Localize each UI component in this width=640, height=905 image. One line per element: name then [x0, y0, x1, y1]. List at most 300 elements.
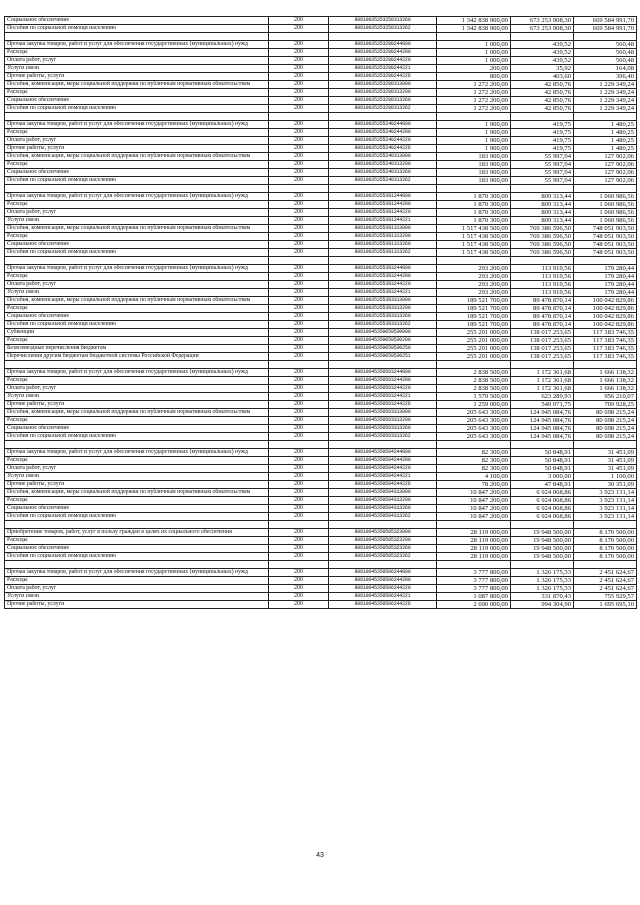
row-executed-amount: 6 924 068,86 — [511, 497, 574, 505]
row-unexecuted-amount: 117 183 746,35 — [574, 337, 637, 345]
row-name: Оплата работ, услуг — [5, 385, 269, 393]
row-line-code: 200 — [269, 497, 329, 505]
row-unexecuted-amount: 2 451 624,67 — [574, 577, 637, 585]
table-row — [5, 553, 637, 561]
row-executed-amount: 113 919,56 — [511, 289, 574, 297]
row-budget-code: 80610035355381244000 — [329, 193, 437, 201]
table-row — [5, 49, 637, 57]
row-budget-code: 80610035355383313200 — [329, 305, 437, 313]
row-approved-amount: 800,00 — [437, 73, 511, 81]
table-row — [5, 145, 637, 153]
row-budget-code: 80610045350504313000 — [329, 489, 437, 497]
row-budget-code: 80610045350503313262 — [329, 433, 437, 441]
row-budget-code: 80610035353280244226 — [329, 73, 437, 81]
row-name: Пособия по социальной помощи населению — [5, 513, 269, 521]
table-row — [5, 193, 637, 201]
row-budget-code: 80610045350503313000 — [329, 409, 437, 417]
row-executed-amount: 3 000,00 — [511, 473, 574, 481]
row-budget-code: 80610035355383244220 — [329, 281, 437, 289]
row-executed-amount: 89 478 870,14 — [511, 305, 574, 313]
report-table-container — [4, 16, 636, 609]
row-executed-amount: 138 017 253,65 — [511, 353, 574, 361]
row-line-code: 200 — [269, 465, 329, 473]
row-budget-code: 80610045350050530000 — [329, 329, 437, 337]
table-row — [5, 17, 637, 25]
spacer-cell — [269, 257, 329, 265]
row-line-code: 200 — [269, 337, 329, 345]
row-unexecuted-amount: 1 229 349,24 — [574, 105, 637, 113]
row-approved-amount: 189 521 700,00 — [437, 313, 511, 321]
row-unexecuted-amount: 1 666 138,32 — [574, 385, 637, 393]
page-number: 43 — [316, 852, 324, 859]
table-row — [5, 505, 637, 513]
row-line-code: 200 — [269, 601, 329, 609]
row-name: Пособия по социальной помощи населению — [5, 105, 269, 113]
row-name: Расходы — [5, 49, 269, 57]
row-executed-amount: 1 172 361,68 — [511, 369, 574, 377]
row-executed-amount: 549 071,75 — [511, 401, 574, 409]
row-approved-amount: 1 342 838 900,00 — [437, 17, 511, 25]
spacer-row — [5, 113, 637, 121]
table-row — [5, 577, 637, 585]
row-approved-amount: 3 777 800,00 — [437, 585, 511, 593]
row-executed-amount: 6 924 068,86 — [511, 489, 574, 497]
row-name: Прочие работы, услуги — [5, 601, 269, 609]
row-unexecuted-amount: 956 210,07 — [574, 393, 637, 401]
row-unexecuted-amount: 179 280,44 — [574, 273, 637, 281]
row-unexecuted-amount: 3 923 131,14 — [574, 497, 637, 505]
row-name: Пособия, компенсации, меры социальной поддержки по публичным нормативным обязательствам — [5, 297, 269, 305]
table-row — [5, 265, 637, 273]
row-line-code: 200 — [269, 409, 329, 417]
row-budget-code: 80610035353280313260 — [329, 97, 437, 105]
row-approved-amount: 28 119 000,00 — [437, 529, 511, 537]
row-name: Пособия, компенсации, меры социальной поддержки по публичным нормативным обязательствам — [5, 153, 269, 161]
spacer-cell — [437, 361, 511, 369]
row-line-code: 200 — [269, 537, 329, 545]
row-unexecuted-amount: 1 060 986,56 — [574, 201, 637, 209]
row-budget-code: 80610045350506244226 — [329, 601, 437, 609]
row-name: Пособия по социальной помощи населению — [5, 433, 269, 441]
row-name: Социальное обеспечение — [5, 169, 269, 177]
row-approved-amount: 1 517 438 500,00 — [437, 249, 511, 257]
table-row — [5, 369, 637, 377]
spacer-cell — [437, 33, 511, 41]
row-unexecuted-amount: 1 695 695,10 — [574, 601, 637, 609]
row-unexecuted-amount: 100 042 829,86 — [574, 305, 637, 313]
row-name: Оплата работ, услуг — [5, 57, 269, 65]
table-row — [5, 81, 637, 89]
row-budget-code: 80610045350504244221 — [329, 473, 437, 481]
table-row — [5, 297, 637, 305]
table-row — [5, 513, 637, 521]
row-executed-amount: 1 326 175,33 — [511, 569, 574, 577]
row-executed-amount: 124 945 084,76 — [511, 409, 574, 417]
row-executed-amount: 138 017 253,65 — [511, 345, 574, 353]
row-line-code: 200 — [269, 57, 329, 65]
row-approved-amount: 2 838 500,00 — [437, 385, 511, 393]
row-line-code: 200 — [269, 329, 329, 337]
row-approved-amount: 1 272 200,00 — [437, 97, 511, 105]
row-approved-amount: 1 900,00 — [437, 145, 511, 153]
row-approved-amount: 1 870 300,00 — [437, 201, 511, 209]
row-executed-amount: 769 386 596,50 — [511, 225, 574, 233]
row-name: Пособия по социальной помощи населению — [5, 249, 269, 257]
row-executed-amount: 42 850,76 — [511, 97, 574, 105]
row-executed-amount: 89 478 870,14 — [511, 313, 574, 321]
spacer-cell — [511, 441, 574, 449]
row-name: Прочая закупка товаров, работ и услуг для обеспечения государственных (муниципальных) нужд — [5, 449, 269, 457]
row-approved-amount: 255 201 000,00 — [437, 353, 511, 361]
row-unexecuted-amount: 100 042 829,86 — [574, 321, 637, 329]
row-executed-amount: 50 848,91 — [511, 457, 574, 465]
table-row — [5, 153, 637, 161]
row-approved-amount: 1 900,00 — [437, 129, 511, 137]
row-executed-amount: 994 304,90 — [511, 601, 574, 609]
row-name: Услуги связи — [5, 289, 269, 297]
row-unexecuted-amount: 8 170 500,00 — [574, 529, 637, 537]
row-name: Услуги связи — [5, 393, 269, 401]
row-executed-amount: 55 997,94 — [511, 153, 574, 161]
row-executed-amount: 55 997,94 — [511, 177, 574, 185]
row-approved-amount: 189 521 700,00 — [437, 321, 511, 329]
table-row — [5, 433, 637, 441]
table-row — [5, 249, 637, 257]
table-row — [5, 273, 637, 281]
row-executed-amount: 419,75 — [511, 121, 574, 129]
row-name: Расходы — [5, 161, 269, 169]
spacer-row — [5, 33, 637, 41]
row-line-code: 200 — [269, 417, 329, 425]
row-line-code: 200 — [269, 577, 329, 585]
row-budget-code: 80610045350504313260 — [329, 505, 437, 513]
row-executed-amount: 809 313,44 — [511, 201, 574, 209]
row-executed-amount: 42 850,76 — [511, 105, 574, 113]
table-row — [5, 337, 637, 345]
row-unexecuted-amount: 1 480,25 — [574, 121, 637, 129]
row-name: Пособия по социальной помощи населению — [5, 321, 269, 329]
spacer-cell — [5, 561, 269, 569]
row-unexecuted-amount: 1 100,00 — [574, 473, 637, 481]
row-name: Расходы — [5, 273, 269, 281]
row-name: Социальное обеспечение — [5, 313, 269, 321]
row-budget-code: 80610035355240244000 — [329, 121, 437, 129]
row-unexecuted-amount: 1 480,25 — [574, 129, 637, 137]
row-budget-code: 80610035355383313260 — [329, 313, 437, 321]
row-unexecuted-amount: 80 698 215,24 — [574, 417, 637, 425]
row-executed-amount: 1 326 175,33 — [511, 585, 574, 593]
row-line-code: 200 — [269, 553, 329, 561]
row-unexecuted-amount: 1 480,25 — [574, 145, 637, 153]
row-line-code: 200 — [269, 473, 329, 481]
row-name: Услуги связи — [5, 217, 269, 225]
row-budget-code: 80610035355240313000 — [329, 153, 437, 161]
row-unexecuted-amount: 100 042 829,86 — [574, 313, 637, 321]
row-approved-amount: 1 272 200,00 — [437, 89, 511, 97]
row-budget-code: 80610035355381313200 — [329, 233, 437, 241]
row-executed-amount: 439,52 — [511, 41, 574, 49]
spacer-row — [5, 361, 637, 369]
spacer-cell — [269, 185, 329, 193]
row-line-code: 200 — [269, 249, 329, 257]
row-line-code: 200 — [269, 73, 329, 81]
row-unexecuted-amount: 1 229 349,24 — [574, 97, 637, 105]
row-line-code: 200 — [269, 169, 329, 177]
table-row — [5, 473, 637, 481]
table-row — [5, 457, 637, 465]
table-row — [5, 537, 637, 545]
table-row — [5, 393, 637, 401]
row-executed-amount: 809 313,44 — [511, 209, 574, 217]
row-name: Пособия, компенсации, меры социальной поддержки по публичным нормативным обязательствам — [5, 225, 269, 233]
row-executed-amount: 42 850,76 — [511, 81, 574, 89]
row-unexecuted-amount: 748 051 903,50 — [574, 241, 637, 249]
row-budget-code: 80610035353280313262 — [329, 105, 437, 113]
table-row — [5, 401, 637, 409]
row-executed-amount: 50 848,91 — [511, 449, 574, 457]
table-row — [5, 41, 637, 49]
spacer-cell — [437, 185, 511, 193]
row-unexecuted-amount: 1 666 138,32 — [574, 377, 637, 385]
row-approved-amount: 293 200,00 — [437, 273, 511, 281]
row-approved-amount: 28 119 000,00 — [437, 553, 511, 561]
row-unexecuted-amount: 30 351,09 — [574, 481, 637, 489]
table-body — [5, 17, 637, 609]
row-line-code: 200 — [269, 153, 329, 161]
spacer-cell — [269, 441, 329, 449]
row-budget-code: 80610045350504244200 — [329, 457, 437, 465]
row-approved-amount: 1 000,00 — [437, 41, 511, 49]
table-row — [5, 529, 637, 537]
spacer-cell — [5, 185, 269, 193]
table-row — [5, 225, 637, 233]
row-approved-amount: 183 900,00 — [437, 161, 511, 169]
row-line-code: 200 — [269, 201, 329, 209]
row-executed-amount: 1 172 361,68 — [511, 377, 574, 385]
row-approved-amount: 183 900,00 — [437, 153, 511, 161]
row-name: Приобретение товаров, работ, услуг в пользу граждан в целях их социального обеспечения — [5, 529, 269, 537]
table-row — [5, 601, 637, 609]
row-executed-amount: 89 478 870,14 — [511, 297, 574, 305]
spacer-cell — [5, 441, 269, 449]
row-name: Прочая закупка товаров, работ и услуг для обеспечения государственных (муниципальных) нужд — [5, 569, 269, 577]
row-executed-amount: 42 850,76 — [511, 89, 574, 97]
row-approved-amount: 10 847 200,00 — [437, 513, 511, 521]
row-budget-code: 80610035353280313200 — [329, 89, 437, 97]
row-name: Социальное обеспечение — [5, 505, 269, 513]
row-approved-amount: 1 870 300,00 — [437, 209, 511, 217]
row-unexecuted-amount: 748 051 903,50 — [574, 233, 637, 241]
table-row — [5, 545, 637, 553]
spacer-cell — [511, 257, 574, 265]
table-row — [5, 569, 637, 577]
row-budget-code: 80610035355240313262 — [329, 177, 437, 185]
row-budget-code: 80610045350504244000 — [329, 449, 437, 457]
row-line-code: 200 — [269, 49, 329, 57]
row-executed-amount: 35,92 — [511, 65, 574, 73]
row-name: Пособия, компенсации, меры социальной поддержки по публичным нормативным обязательствам — [5, 489, 269, 497]
row-approved-amount: 1 259 000,00 — [437, 401, 511, 409]
row-budget-code: 80610035353280244220 — [329, 57, 437, 65]
row-name: Прочая закупка товаров, работ и услуг для обеспечения государственных (муниципальных) нужд — [5, 265, 269, 273]
row-approved-amount: 1 342 838 900,00 — [437, 25, 511, 33]
spacer-row — [5, 257, 637, 265]
row-budget-code: 80610045350050530250 — [329, 345, 437, 353]
spacer-cell — [5, 521, 269, 529]
row-line-code: 200 — [269, 545, 329, 553]
row-unexecuted-amount: 100 042 829,86 — [574, 297, 637, 305]
spacer-cell — [329, 361, 437, 369]
spacer-row — [5, 521, 637, 529]
table-row — [5, 353, 637, 361]
row-executed-amount: 6 924 068,86 — [511, 505, 574, 513]
row-executed-amount: 113 919,56 — [511, 281, 574, 289]
row-budget-code: 80610035355240313260 — [329, 169, 437, 177]
row-name: Социальное обеспечение — [5, 241, 269, 249]
row-name: Социальное обеспечение — [5, 545, 269, 553]
spacer-cell — [574, 561, 637, 569]
row-executed-amount: 113 919,56 — [511, 273, 574, 281]
row-budget-code: 80610045350505323200 — [329, 537, 437, 545]
row-name: Прочая закупка товаров, работ и услуг для обеспечения государственных (муниципальных) нужд — [5, 41, 269, 49]
table-row — [5, 409, 637, 417]
row-approved-amount: 3 777 800,00 — [437, 569, 511, 577]
spacer-cell — [574, 257, 637, 265]
row-line-code: 200 — [269, 65, 329, 73]
row-unexecuted-amount: 127 902,06 — [574, 177, 637, 185]
row-name: Оплата работ, услуг — [5, 585, 269, 593]
row-line-code: 200 — [269, 481, 329, 489]
row-line-code: 200 — [269, 281, 329, 289]
spacer-cell — [437, 441, 511, 449]
row-budget-code: 80610045350503244220 — [329, 385, 437, 393]
table-row — [5, 177, 637, 185]
table-row — [5, 593, 637, 601]
row-budget-code: 80610035355381313262 — [329, 249, 437, 257]
row-approved-amount: 2 690 000,00 — [437, 601, 511, 609]
row-executed-amount: 138 017 253,65 — [511, 329, 574, 337]
row-approved-amount: 1 517 438 500,00 — [437, 241, 511, 249]
spacer-cell — [5, 361, 269, 369]
row-name: Расходы — [5, 497, 269, 505]
row-approved-amount: 183 900,00 — [437, 169, 511, 177]
row-budget-code: 80610035355381244221 — [329, 217, 437, 225]
row-executed-amount: 439,52 — [511, 57, 574, 65]
row-budget-code: 80610045350504313200 — [329, 497, 437, 505]
row-line-code: 200 — [269, 321, 329, 329]
row-budget-code: 80610045350504244226 — [329, 481, 437, 489]
spacer-cell — [511, 521, 574, 529]
row-approved-amount: 205 643 300,00 — [437, 409, 511, 417]
row-approved-amount: 1 000,00 — [437, 49, 511, 57]
row-executed-amount: 124 945 084,76 — [511, 433, 574, 441]
row-approved-amount: 255 201 000,00 — [437, 345, 511, 353]
row-line-code: 200 — [269, 137, 329, 145]
table-row — [5, 241, 637, 249]
row-unexecuted-amount: 179 280,44 — [574, 281, 637, 289]
row-name: Расходы — [5, 129, 269, 137]
row-budget-code: 80610035353280313000 — [329, 81, 437, 89]
row-executed-amount: 124 945 084,76 — [511, 425, 574, 433]
row-approved-amount: 293 200,00 — [437, 289, 511, 297]
row-approved-amount: 255 201 000,00 — [437, 329, 511, 337]
row-executed-amount: 769 386 596,50 — [511, 249, 574, 257]
row-line-code: 200 — [269, 97, 329, 105]
row-executed-amount: 419,75 — [511, 129, 574, 137]
row-approved-amount: 2 838 500,00 — [437, 377, 511, 385]
row-line-code: 200 — [269, 513, 329, 521]
row-unexecuted-amount: 8 170 500,00 — [574, 553, 637, 561]
row-line-code: 200 — [269, 305, 329, 313]
row-line-code: 200 — [269, 385, 329, 393]
row-unexecuted-amount: 117 183 746,35 — [574, 329, 637, 337]
table-row — [5, 161, 637, 169]
spacer-cell — [574, 521, 637, 529]
row-unexecuted-amount: 709 928,25 — [574, 401, 637, 409]
row-line-code: 200 — [269, 273, 329, 281]
row-executed-amount: 138 017 253,65 — [511, 337, 574, 345]
row-budget-code: 80610045350050530200 — [329, 337, 437, 345]
row-budget-code: 80610045350504313262 — [329, 513, 437, 521]
table-row — [5, 417, 637, 425]
row-budget-code: 80610045350503313200 — [329, 417, 437, 425]
row-line-code: 200 — [269, 593, 329, 601]
row-budget-code: 80610035355240244220 — [329, 137, 437, 145]
row-approved-amount: 78 200,00 — [437, 481, 511, 489]
row-line-code: 200 — [269, 569, 329, 577]
row-unexecuted-amount: 1 060 986,56 — [574, 209, 637, 217]
spacer-cell — [329, 257, 437, 265]
spacer-cell — [511, 361, 574, 369]
row-unexecuted-amount: 396,40 — [574, 73, 637, 81]
row-executed-amount: 55 997,94 — [511, 169, 574, 177]
row-unexecuted-amount: 1 666 138,32 — [574, 369, 637, 377]
row-budget-code: 80610035355240244200 — [329, 129, 437, 137]
row-name: Прочие работы, услуги — [5, 145, 269, 153]
row-unexecuted-amount: 669 584 991,70 — [574, 17, 637, 25]
row-budget-code: 80610045350506244221 — [329, 593, 437, 601]
table-row — [5, 321, 637, 329]
row-line-code: 200 — [269, 145, 329, 153]
row-unexecuted-amount: 117 183 746,35 — [574, 345, 637, 353]
row-line-code: 200 — [269, 81, 329, 89]
row-line-code: 200 — [269, 393, 329, 401]
row-line-code: 200 — [269, 225, 329, 233]
row-executed-amount: 19 948 500,00 — [511, 553, 574, 561]
row-name: Расходы — [5, 337, 269, 345]
spacer-row — [5, 185, 637, 193]
row-unexecuted-amount: 3 923 131,14 — [574, 489, 637, 497]
row-line-code: 200 — [269, 529, 329, 537]
row-name: Оплата работ, услуг — [5, 281, 269, 289]
table-row — [5, 57, 637, 65]
row-budget-code: 80610045350504244220 — [329, 465, 437, 473]
row-executed-amount: 1 326 175,33 — [511, 577, 574, 585]
row-name: Пособия по социальной помощи населению — [5, 25, 269, 33]
spacer-cell — [5, 257, 269, 265]
row-executed-amount: 673 253 908,30 — [511, 25, 574, 33]
spacer-cell — [437, 521, 511, 529]
row-line-code: 200 — [269, 161, 329, 169]
table-row — [5, 73, 637, 81]
row-budget-code: 80610035355240313200 — [329, 161, 437, 169]
spacer-cell — [511, 561, 574, 569]
table-row — [5, 25, 637, 33]
row-executed-amount: 769 386 596,50 — [511, 241, 574, 249]
row-budget-code: 80610045350505323260 — [329, 545, 437, 553]
row-line-code: 200 — [269, 209, 329, 217]
row-approved-amount: 1 517 438 500,00 — [437, 233, 511, 241]
